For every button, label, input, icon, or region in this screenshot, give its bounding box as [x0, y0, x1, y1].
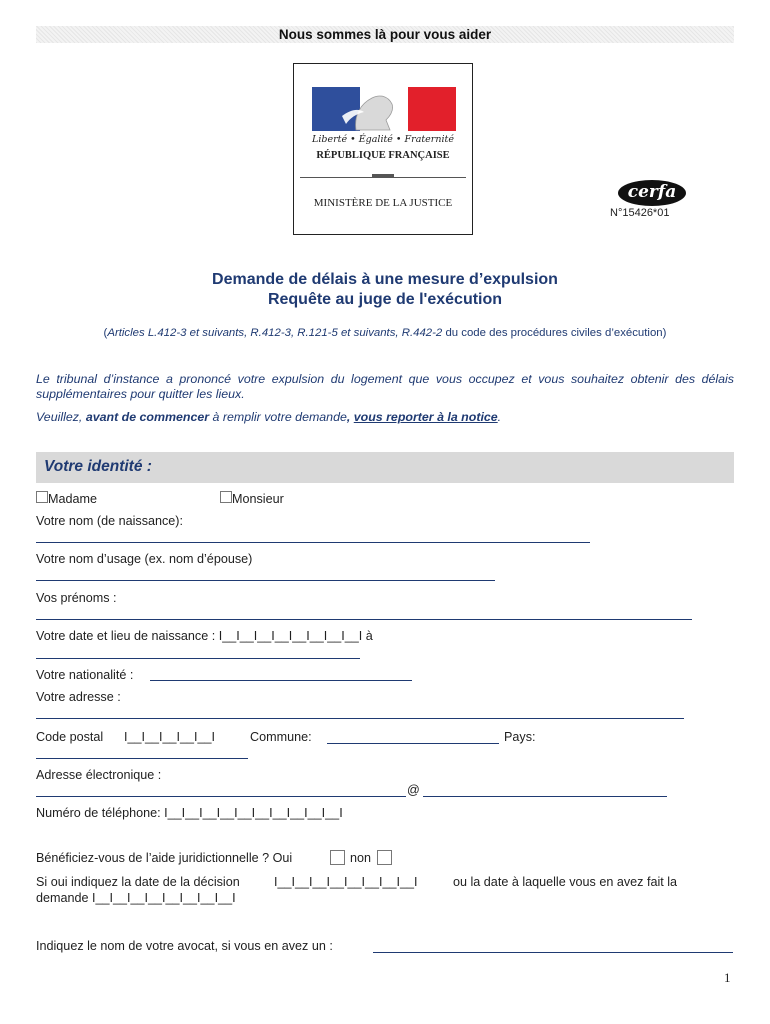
intro-avant: avant de commencer [85, 410, 210, 424]
email-domain-field[interactable] [423, 796, 667, 797]
prenoms-field[interactable] [36, 619, 692, 620]
cerfa-number: N°15426*01 [610, 207, 670, 219]
lieu-naissance-field[interactable] [36, 658, 360, 659]
intro-paragraph: Le tribunal d’instance a prononcé votre expulsion du logement que vous occupez et vous souhaitez obtenir des délais supplémentaires pour quitter les lieux. [36, 372, 734, 401]
email-user-field[interactable] [36, 796, 406, 797]
logo-divider-mark [372, 174, 394, 178]
prenoms-label: Vos prénoms : [36, 591, 117, 605]
code-postal-label: Code postal [36, 730, 104, 744]
pays-label: Pays: [504, 730, 536, 744]
refs-rest: du code des procédures civiles d’exécution) [442, 327, 667, 339]
republic-logo [293, 63, 473, 235]
nom-naissance-label: Votre nom (de naissance): [36, 514, 184, 528]
telephone-field[interactable]: Numéro de téléphone: I__I__I__I__I__I__I__I__I__I__I [36, 806, 343, 820]
monsieur-option[interactable] [220, 491, 284, 506]
section-header-identite [36, 452, 734, 483]
page-subtitle: Requête au juge de l'exécution [267, 291, 503, 308]
code-postal-field[interactable]: I__I__I__I__I__I [124, 730, 216, 744]
pays-field[interactable] [36, 758, 248, 759]
monsieur-checkbox[interactable] [220, 491, 232, 503]
nationalite-label: Votre nationalité : [36, 668, 134, 682]
date-naissance-field[interactable]: Votre date et lieu de naissance : I__I__I__I__I__I__I__I__I à [36, 629, 373, 643]
cerfa-logo: cerfa [618, 180, 686, 206]
si-oui-label: Si oui indiquez la date de la décision [36, 875, 240, 889]
intro-remplir: à remplir votre demande [209, 410, 347, 424]
email-label: Adresse électronique : [36, 768, 162, 782]
avocat-label: Indiquez le nom de votre avocat, si vous en avez un : [36, 939, 333, 953]
nom-usage-label: Votre nom d’usage (ex. nom d’épouse) [36, 552, 253, 566]
date-decision-field[interactable]: I__I__I__I__I__I__I__I__I [274, 875, 418, 889]
refs-italic: Articles L.412-3 et suivants, R.412-3, R.121-5 et suivants, R.442-2 [107, 327, 443, 339]
commune-field[interactable] [327, 743, 499, 744]
madame-option[interactable] [36, 491, 97, 506]
avocat-field[interactable] [373, 952, 733, 953]
intro-dot: . [497, 410, 502, 424]
logo-motto: Liberté • Égalité • Fraternité [312, 134, 454, 145]
aide-non-checkbox[interactable] [377, 850, 392, 865]
adresse-field[interactable] [36, 718, 684, 719]
logo-republic: RÉPUBLIQUE FRANÇAISE [316, 150, 450, 161]
aide-oui-checkbox[interactable] [330, 850, 345, 865]
section-title: Votre identité : [44, 458, 152, 475]
intro-veuillez: Veuillez, [36, 410, 86, 424]
ou-date-label: ou la date à laquelle vous en avez fait la [453, 875, 678, 889]
page-number: 1 [724, 970, 731, 985]
commune-label: Commune: [250, 730, 312, 744]
madame-label: Madame [48, 492, 97, 506]
aide-label: Bénéficiez-vous de l’aide juridictionnelle ? Oui [36, 851, 293, 865]
notice-link[interactable]: vous reporter à la notice [353, 410, 498, 424]
legal-references: (Articles L.412-3 et suivants, R.412-3, R.121-5 et suivants, R.442-2 du code des procédures civiles d’exécution) [103, 327, 667, 339]
nationalite-field[interactable] [150, 680, 412, 681]
monsieur-label: Monsieur [232, 492, 284, 506]
intro-comma: , [346, 410, 354, 424]
nom-usage-field[interactable] [36, 580, 495, 581]
adresse-label: Votre adresse : [36, 690, 121, 704]
madame-checkbox[interactable] [36, 491, 48, 503]
page-title: Demande de délais à une mesure d’expulsion [212, 271, 558, 288]
banner: Nous sommes là pour vous aider [36, 26, 734, 43]
email-at: @ [407, 783, 420, 797]
intro-instructions [36, 410, 734, 425]
logo-ministry: MINISTÈRE DE LA JUSTICE [313, 197, 453, 209]
nom-naissance-field[interactable] [36, 542, 590, 543]
aide-non-label: non [350, 851, 372, 865]
date-demande-field[interactable]: demande I__I__I__I__I__I__I__I__I [36, 891, 236, 905]
